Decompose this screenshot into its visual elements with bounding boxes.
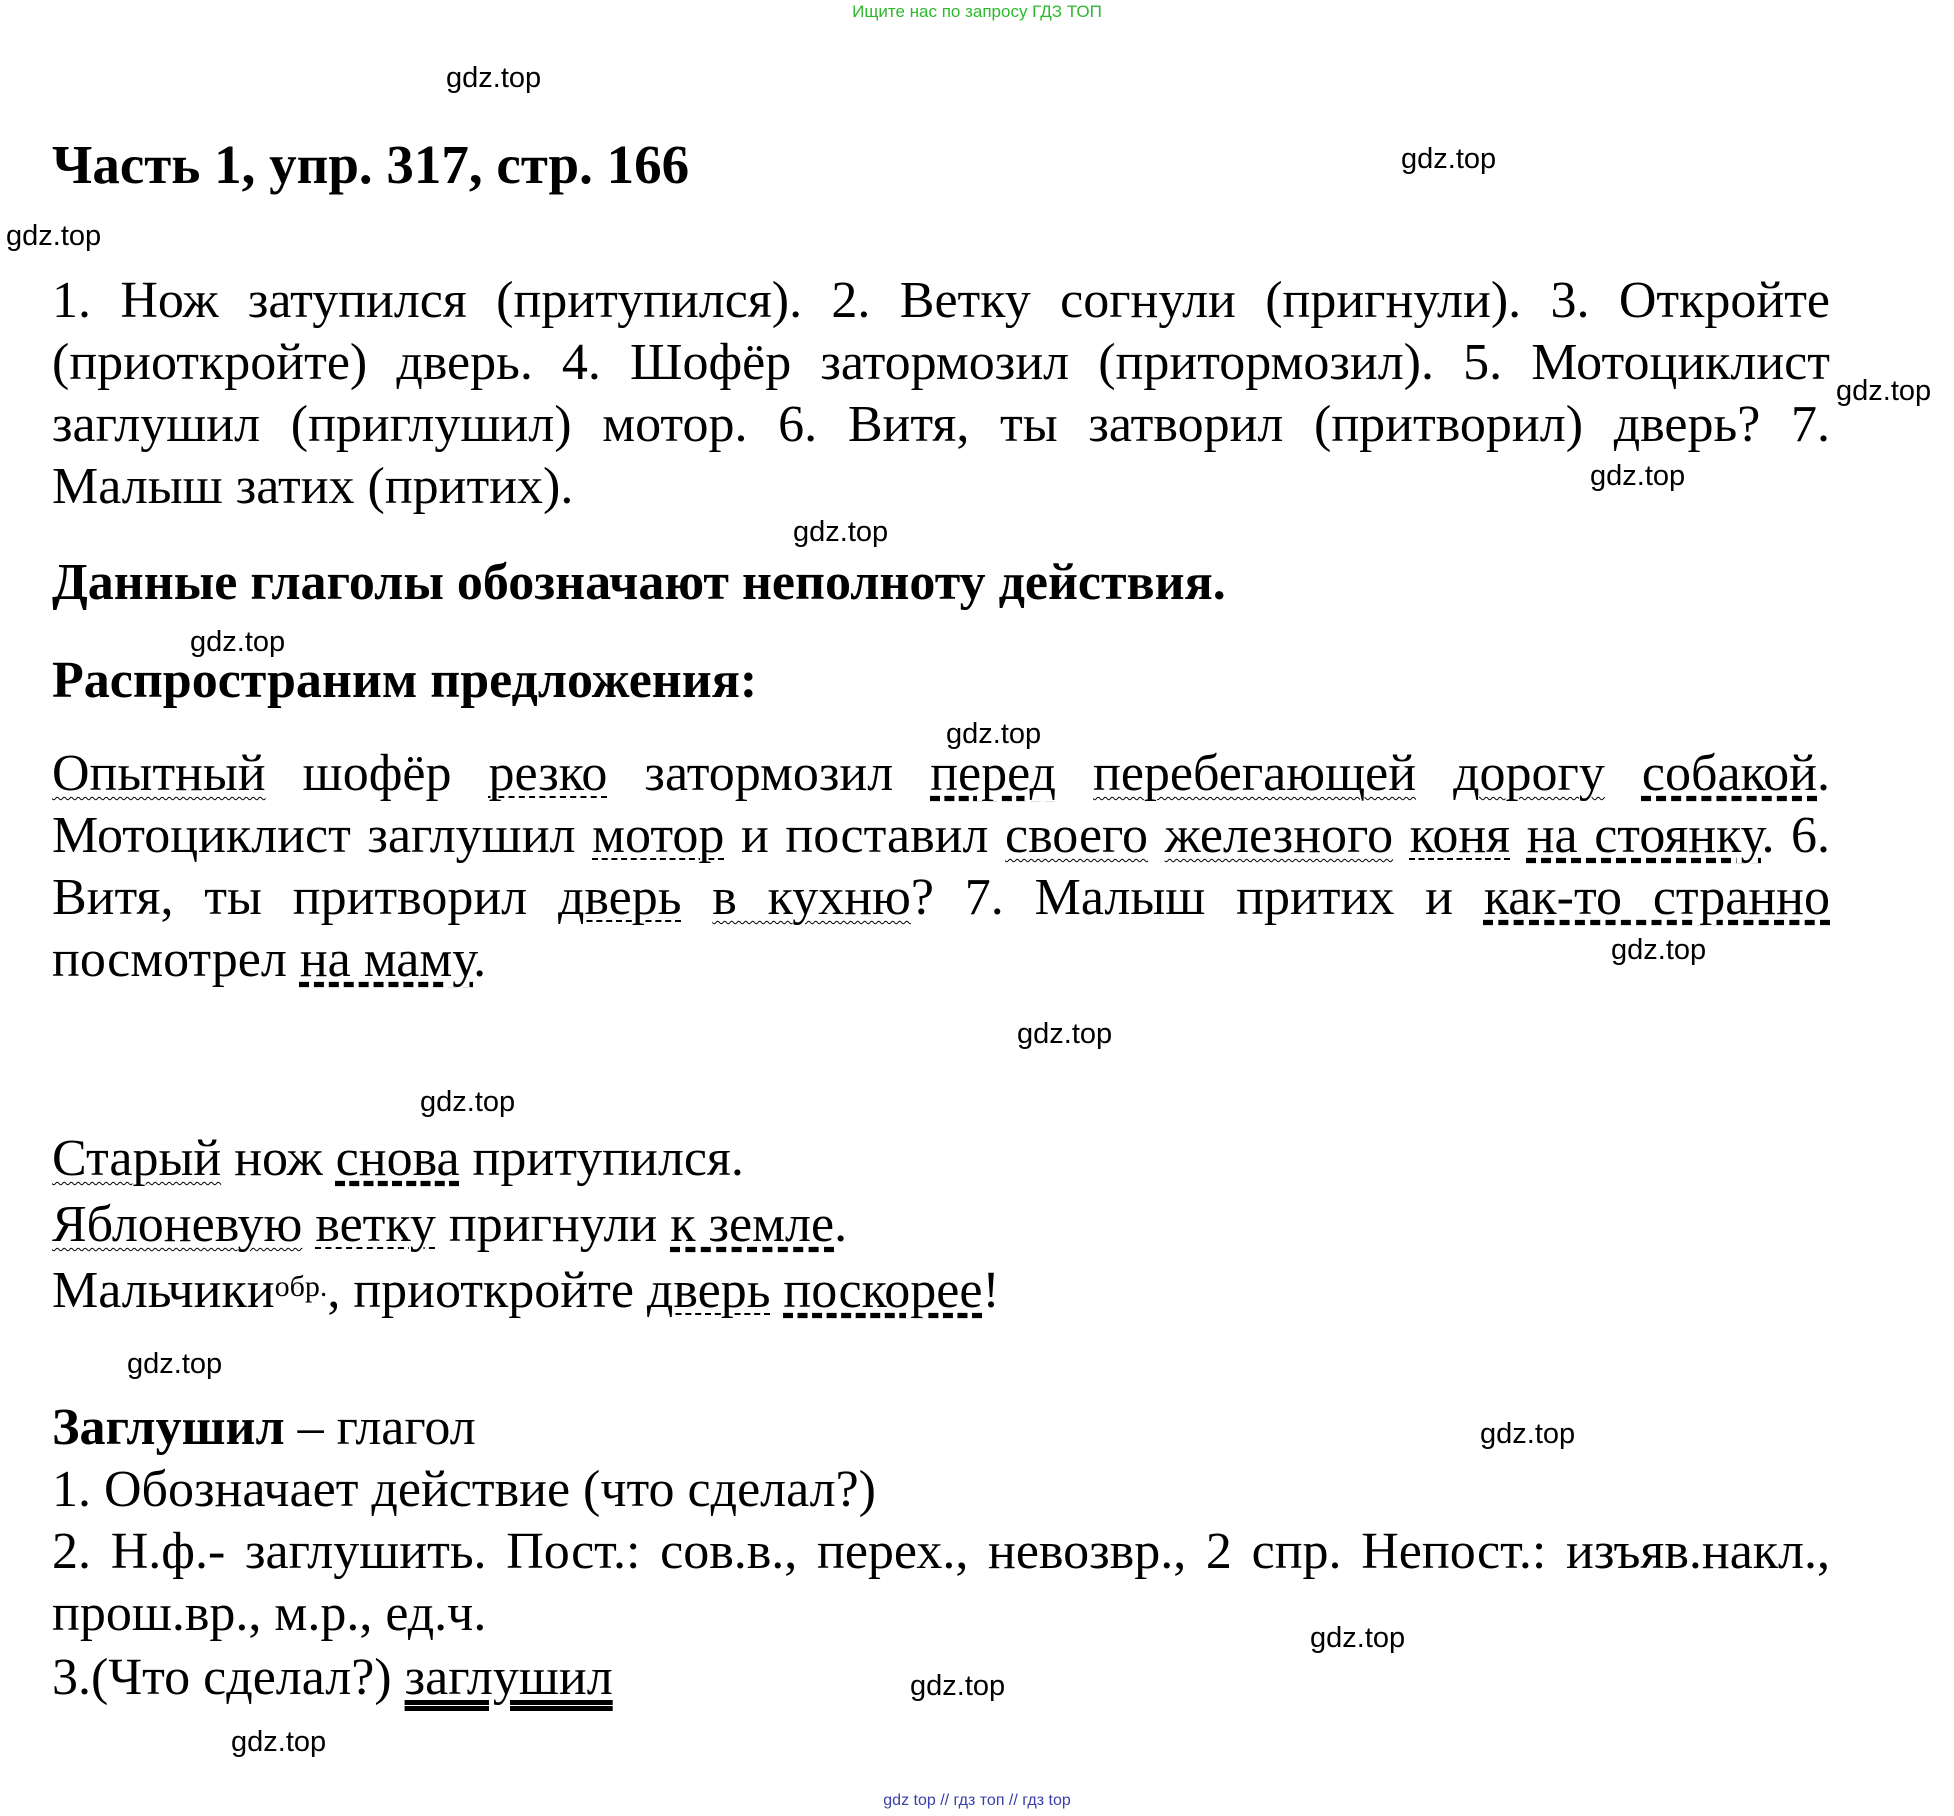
watermark: gdz.top (793, 516, 889, 548)
text: и поставил (724, 807, 1006, 864)
object: ветку (315, 1196, 436, 1253)
circumstance: к земле (670, 1196, 835, 1253)
watermark: gdz.top (190, 626, 286, 658)
watermark: gdz.top (127, 1348, 223, 1380)
circumstance: на стоянку (1526, 807, 1762, 864)
watermark: gdz.top (420, 1086, 516, 1118)
watermark: gdz.top (446, 62, 542, 94)
watermark: gdz.top (1611, 934, 1707, 966)
watermark: gdz.top (231, 1726, 327, 1758)
definition: дорогу (1453, 745, 1605, 802)
watermark: gdz.top (1480, 1418, 1576, 1450)
text: нож (221, 1130, 336, 1187)
page-title: Часть 1, упр. 317, стр. 166 (52, 134, 690, 195)
footer-links: gdz top // гдз топ // гдз top (883, 1792, 1071, 1809)
text: посмотрел (52, 931, 300, 988)
definition: перебегающей (1093, 745, 1417, 802)
part-of-speech: – глагол (284, 1399, 476, 1456)
text (1056, 745, 1093, 802)
analysis-title (52, 1396, 1830, 1460)
watermark: gdz.top (1310, 1622, 1406, 1654)
predicate: заглушил (404, 1649, 613, 1706)
watermark: gdz.top (1017, 1018, 1113, 1050)
adverb: резко (488, 745, 608, 802)
circumstance: собакой (1641, 745, 1817, 802)
text: пригнули (435, 1196, 671, 1253)
text (770, 1262, 783, 1319)
watermark: gdz.top (6, 220, 102, 252)
text (1416, 745, 1453, 802)
object: коня (1409, 807, 1511, 864)
text: ! (982, 1262, 1000, 1319)
watermark: gdz.top (946, 718, 1042, 750)
text: , приоткройте (327, 1262, 647, 1319)
top-banner: Ищите нас по запросу ГДЗ ТОП (852, 2, 1102, 21)
analysis-point-3 (52, 1646, 1830, 1710)
text (1393, 807, 1410, 864)
text: шофёр (265, 745, 489, 802)
exercise-text: 1. Нож затупился (притупился). 2. Ветку согнули (пригнули). 3. Откройте (приоткройте) дверь. 4. Шофёр затормозил (притормозил). 5. Мотоциклист заглушил (приглушил) мотор. 6. Витя, ты затворил (притворил) дверь? 7. Малыш затих (притих). (52, 272, 1830, 515)
definition: железного (1164, 807, 1394, 864)
watermark: gdz.top (1401, 143, 1497, 175)
sentence-3 (52, 1259, 1830, 1323)
text (1148, 807, 1165, 864)
text (1605, 745, 1642, 802)
text: притупился. (459, 1130, 744, 1187)
definition: Яблоневую (52, 1196, 303, 1253)
expand-heading: Распространим предложения: (52, 652, 758, 709)
circumstance: снова (335, 1130, 460, 1187)
text: ? 7. Малыш притих и (910, 869, 1484, 926)
analysis-point-1: 1. Обозначает действие (что сделал?) (52, 1461, 877, 1518)
watermark: gdz.top (910, 1670, 1006, 1702)
analysis-word: Заглушил (52, 1399, 285, 1456)
conclusion-heading: Данные глаголы обозначают неполноту действия. (52, 554, 1226, 611)
circumstance: на маму (299, 931, 474, 988)
text: затормозил (607, 745, 931, 802)
address-word: Мальчики (52, 1262, 275, 1319)
sentence-2 (52, 1193, 1830, 1257)
text (302, 1196, 315, 1253)
text: 3.(Что сделал?) (52, 1649, 405, 1706)
circumstance: как-то странно (1483, 869, 1831, 926)
watermark: gdz.top (1590, 460, 1686, 492)
text: . (834, 1196, 848, 1253)
text (1510, 807, 1527, 864)
definition: в кухню (712, 869, 911, 926)
text: . 6. Витя, ты притворил (52, 807, 1831, 926)
object: мотор (592, 807, 725, 864)
sentence-1 (52, 1127, 1830, 1191)
circumstance: перед (930, 745, 1056, 802)
definition: своего (1005, 807, 1149, 864)
watermark: gdz.top (1836, 375, 1932, 407)
definition: Старый (52, 1130, 222, 1187)
text (681, 869, 712, 926)
text: . Мотоциклист заглушил (52, 745, 1830, 864)
address-mark: обр. (274, 1270, 328, 1303)
object: дверь (646, 1262, 771, 1319)
adjective: Опытный (52, 745, 266, 802)
expanded-paragraph (52, 743, 1830, 991)
text: . (473, 931, 487, 988)
object: дверь (557, 869, 682, 926)
analysis-point-2: 2. Н.ф.- заглушить. Пост.: сов.в., перех., невозвр., 2 спр. Непост.: изъяв.накл., прош.вр., м.р., ед.ч. (52, 1523, 1830, 1642)
circumstance: поскорее (783, 1262, 983, 1319)
